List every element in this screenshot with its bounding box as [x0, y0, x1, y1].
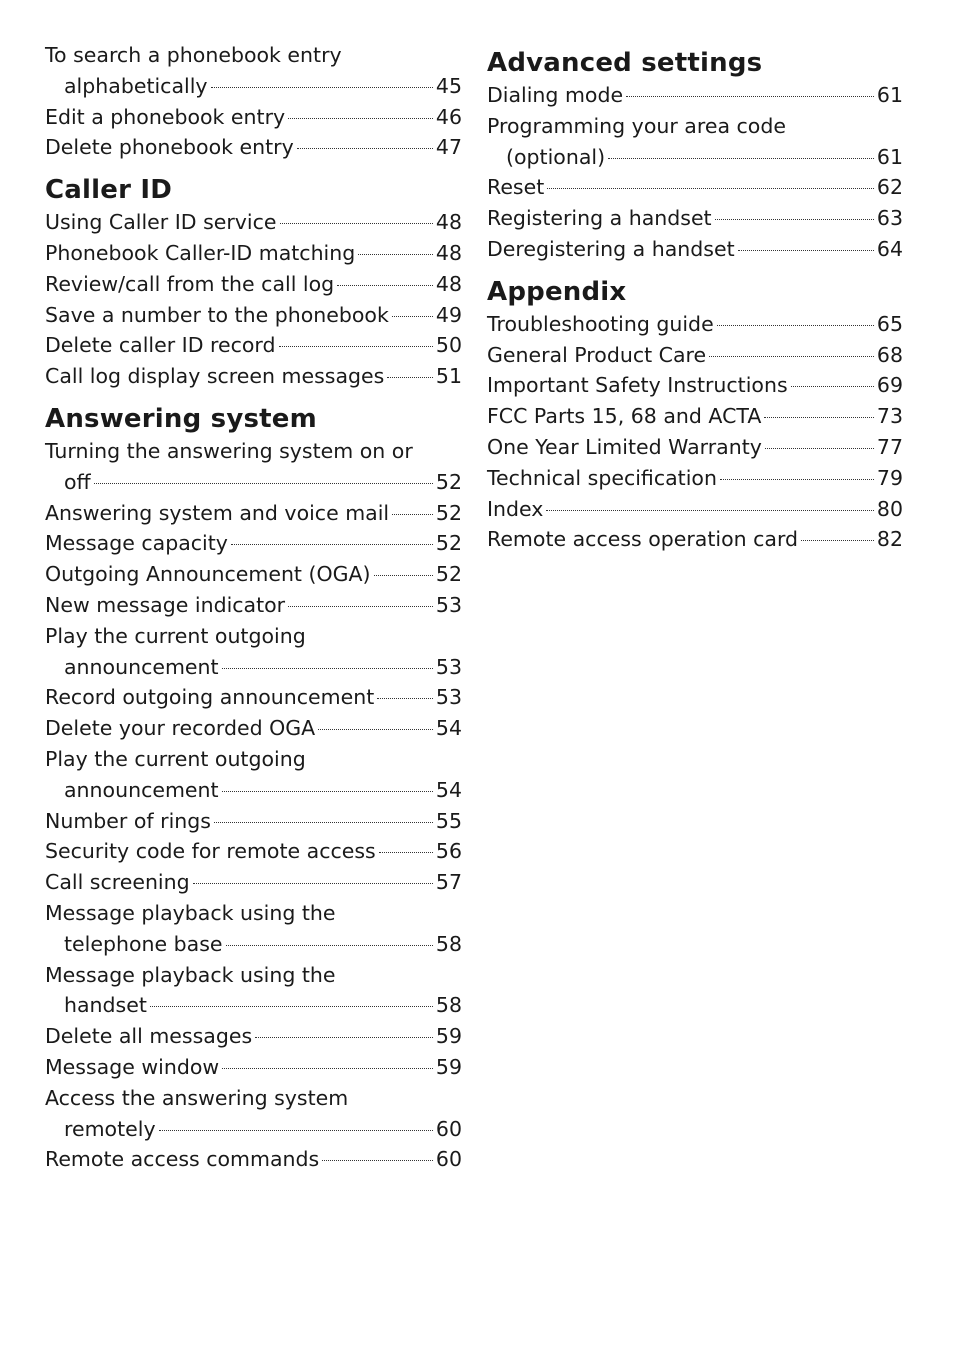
toc-entry-title: General Product Care	[487, 342, 707, 367]
toc-page-number: 52	[435, 531, 462, 556]
toc-entry[interactable]	[45, 330, 462, 361]
toc-page-number: 59	[435, 1024, 462, 1049]
toc-entry-title: Answering system and voice mail	[45, 500, 390, 525]
toc-entry-title: Using Caller ID service	[45, 210, 277, 235]
dot-leader	[720, 479, 874, 480]
dot-leader	[231, 544, 433, 545]
toc-entry-title: Turning the answering system on or	[45, 438, 413, 463]
toc-entry[interactable]	[45, 361, 462, 392]
toc-page-number: 54	[435, 777, 462, 802]
toc-page-number: 79	[876, 465, 903, 490]
dot-leader	[764, 417, 874, 418]
dot-leader	[715, 219, 874, 220]
dot-leader	[791, 386, 874, 387]
dot-leader	[765, 448, 874, 449]
toc-right-sections	[487, 36, 903, 555]
dot-leader	[322, 1160, 433, 1161]
toc-left-column	[45, 40, 462, 1175]
toc-entry[interactable]	[487, 234, 903, 265]
toc-page-number: 73	[876, 404, 903, 429]
toc-entry-title: Save a number to the phonebook	[45, 302, 389, 327]
toc-entry[interactable]	[45, 682, 462, 713]
toc-entry[interactable]	[487, 494, 903, 525]
toc-page-number: 52	[435, 469, 462, 494]
toc-entry-title: telephone base	[64, 931, 223, 956]
dot-leader	[608, 158, 874, 159]
toc-page-number: 61	[876, 83, 903, 107]
toc-entry-title: Troubleshooting guide	[487, 311, 714, 336]
toc-entry[interactable]	[45, 836, 462, 867]
toc-entry-title: Delete your recorded OGA	[45, 716, 316, 741]
dot-leader	[717, 325, 874, 326]
toc-entry-title: New message indicator	[45, 592, 286, 617]
toc-entry[interactable]	[45, 40, 462, 102]
toc-entry[interactable]	[45, 269, 462, 300]
toc-entry-title: Message playback using the	[45, 962, 336, 987]
toc-entry[interactable]	[45, 102, 462, 133]
toc-entry-title: Call screening	[45, 870, 190, 895]
toc-entry-title: Message capacity	[45, 531, 228, 556]
toc-entry[interactable]	[45, 528, 462, 559]
dot-leader	[392, 316, 433, 317]
toc-entry-title: Access the answering system	[45, 1085, 349, 1110]
section-heading: Answering system	[45, 403, 317, 434]
toc-entry[interactable]	[45, 621, 462, 683]
dot-leader	[279, 346, 433, 347]
toc-entry-title: Remote access commands	[45, 1147, 320, 1172]
toc-entry-title: Remote access operation card	[487, 527, 799, 552]
toc-entry[interactable]	[45, 1144, 462, 1175]
toc-page-number: 55	[435, 808, 462, 833]
dot-leader	[337, 285, 433, 286]
toc-entry-title: alphabetically	[64, 73, 208, 98]
toc-entry[interactable]	[45, 559, 462, 590]
dot-leader	[379, 852, 433, 853]
toc-page-number: 53	[435, 685, 462, 710]
dot-leader	[297, 148, 433, 149]
dot-leader	[214, 822, 433, 823]
toc-entry-title: Dialing mode	[487, 83, 624, 107]
toc-entry-title: announcement	[64, 654, 219, 679]
toc-entry[interactable]	[487, 172, 903, 203]
toc-entry-title: Play the current outgoing	[45, 746, 306, 771]
toc-entry[interactable]	[487, 203, 903, 234]
toc-entry-title: Index	[487, 496, 544, 521]
toc-page-number: 59	[435, 1054, 462, 1079]
toc-entry-title: off	[64, 469, 91, 494]
toc-page-number: 49	[435, 302, 462, 327]
toc-page-number: 53	[435, 654, 462, 679]
toc-entry[interactable]	[487, 370, 903, 401]
toc-entry[interactable]	[45, 867, 462, 898]
toc-entry-title: handset	[64, 993, 147, 1018]
dot-leader	[626, 96, 874, 97]
toc-page-number: 82	[876, 527, 903, 552]
toc-entry[interactable]	[45, 436, 462, 498]
toc-entry-title: Message playback using the	[45, 900, 336, 925]
toc-page-number: 63	[876, 206, 903, 231]
toc-entry-title: Number of rings	[45, 808, 211, 833]
toc-page-number: 56	[435, 839, 462, 864]
toc-page-number: 58	[435, 931, 462, 956]
section-heading: Advanced settings	[487, 48, 763, 78]
toc-page-number: 47	[435, 135, 462, 160]
toc-page-number: 45	[435, 73, 462, 98]
toc-entry[interactable]	[45, 898, 462, 960]
toc-entry-title: Security code for remote access	[45, 839, 376, 864]
toc-entry-title: Delete caller ID record	[45, 333, 276, 358]
dot-leader	[546, 510, 873, 511]
dot-leader	[547, 188, 874, 189]
dot-leader	[709, 356, 874, 357]
toc-page-number: 69	[876, 373, 903, 398]
toc-page-number: 77	[876, 434, 903, 459]
toc-entry[interactable]	[45, 207, 462, 238]
section-heading: Appendix	[487, 276, 627, 307]
toc-entry-title: remotely	[64, 1116, 156, 1141]
dot-leader	[318, 729, 433, 730]
dot-leader	[358, 254, 433, 255]
toc-entry-title: Phonebook Caller-ID matching	[45, 240, 356, 265]
toc-entry[interactable]	[487, 524, 903, 555]
toc-entry-title: Message window	[45, 1054, 220, 1079]
toc-entry-title: Play the current outgoing	[45, 623, 306, 648]
toc-page-number: 68	[876, 342, 903, 367]
toc-page-number: 58	[435, 993, 462, 1018]
toc-page-number: 54	[435, 716, 462, 741]
toc-entry[interactable]	[45, 300, 462, 331]
toc-page-number: 60	[435, 1147, 462, 1172]
toc-entry[interactable]	[487, 401, 903, 432]
dot-leader	[374, 575, 433, 576]
toc-section	[45, 392, 462, 1175]
toc-entry[interactable]	[45, 960, 462, 1022]
toc-entry[interactable]	[45, 806, 462, 837]
toc-page-number: 48	[435, 240, 462, 265]
toc-page-number: 64	[876, 236, 903, 261]
toc-entry-title: Record outgoing announcement	[45, 685, 375, 710]
toc-entry-title: Registering a handset	[487, 206, 712, 231]
toc-entry[interactable]	[45, 1083, 462, 1145]
toc-page-number: 48	[435, 271, 462, 296]
toc-page-number: 80	[876, 496, 903, 521]
section-heading: Caller ID	[45, 175, 173, 206]
toc-entry[interactable]	[487, 80, 903, 111]
toc-entry[interactable]	[45, 590, 462, 621]
dot-leader	[94, 483, 433, 484]
toc-entry-title: FCC Parts 15, 68 and ACTA	[487, 404, 762, 429]
toc-entry-title: Outgoing Announcement (OGA)	[45, 562, 371, 587]
toc-entry-title: Reset	[487, 175, 545, 200]
toc-entry-title: Important Safety Instructions	[487, 373, 788, 398]
dot-leader	[255, 1037, 433, 1038]
dot-leader	[288, 118, 433, 119]
toc-entry-title: Review/call from the call log	[45, 271, 335, 296]
toc-page-number: 65	[876, 311, 903, 336]
dot-leader	[392, 514, 433, 515]
toc-section	[487, 265, 903, 555]
toc-entry-title: Programming your area code	[487, 113, 786, 138]
dot-leader	[193, 883, 433, 884]
dot-leader	[226, 945, 433, 946]
toc-page-number: 62	[876, 175, 903, 200]
toc-entry[interactable]	[487, 432, 903, 463]
toc-entry[interactable]	[487, 309, 903, 340]
toc-entry-title: Technical specification	[487, 465, 717, 490]
toc-entry-title: Deregistering a handset	[487, 236, 735, 261]
toc-entry-title: announcement	[64, 777, 219, 802]
toc-entry[interactable]	[487, 340, 903, 371]
toc-page-number: 51	[435, 364, 462, 389]
dot-leader	[222, 668, 433, 669]
dot-leader	[801, 540, 874, 541]
toc-intro-entries	[45, 40, 462, 163]
toc-page-number: 52	[435, 562, 462, 587]
toc-entry-title: To search a phonebook entry	[45, 43, 342, 67]
dot-leader	[377, 698, 433, 699]
toc-left-sections	[45, 163, 462, 1175]
toc-entry[interactable]	[45, 1052, 462, 1083]
toc-section	[487, 36, 903, 265]
dot-leader	[288, 606, 433, 607]
toc-page-number: 48	[435, 210, 462, 235]
toc-entry[interactable]	[45, 744, 462, 806]
toc-entry[interactable]	[45, 132, 462, 163]
toc-entry-title: Edit a phonebook entry	[45, 104, 286, 129]
toc-page-number: 60	[435, 1116, 462, 1141]
toc-section	[45, 163, 462, 392]
toc-entry-title: (optional)	[506, 144, 606, 169]
dot-leader	[150, 1006, 433, 1007]
toc-entry-title: Delete all messages	[45, 1024, 253, 1049]
toc-page-number: 57	[435, 870, 462, 895]
toc-page-number: 50	[435, 333, 462, 358]
dot-leader	[159, 1130, 433, 1131]
toc-entry[interactable]	[487, 463, 903, 494]
dot-leader	[222, 791, 433, 792]
toc-page-number: 46	[435, 104, 462, 129]
toc-entry-title: Call log display screen messages	[45, 364, 385, 389]
toc-entry-title: One Year Limited Warranty	[487, 434, 762, 459]
toc-page-number: 61	[876, 144, 903, 169]
dot-leader	[738, 250, 874, 251]
toc-entry[interactable]	[487, 111, 903, 173]
toc-page-number: 52	[435, 500, 462, 525]
toc-right-column	[487, 36, 903, 555]
toc-page-number: 53	[435, 592, 462, 617]
dot-leader	[280, 223, 433, 224]
toc-entry[interactable]	[45, 498, 462, 529]
toc-entry[interactable]	[45, 238, 462, 269]
toc-entry[interactable]	[45, 713, 462, 744]
toc-entry[interactable]	[45, 1021, 462, 1052]
toc-entry-title: Delete phonebook entry	[45, 135, 294, 160]
dot-leader	[211, 87, 433, 88]
dot-leader	[222, 1068, 433, 1069]
dot-leader	[387, 377, 433, 378]
